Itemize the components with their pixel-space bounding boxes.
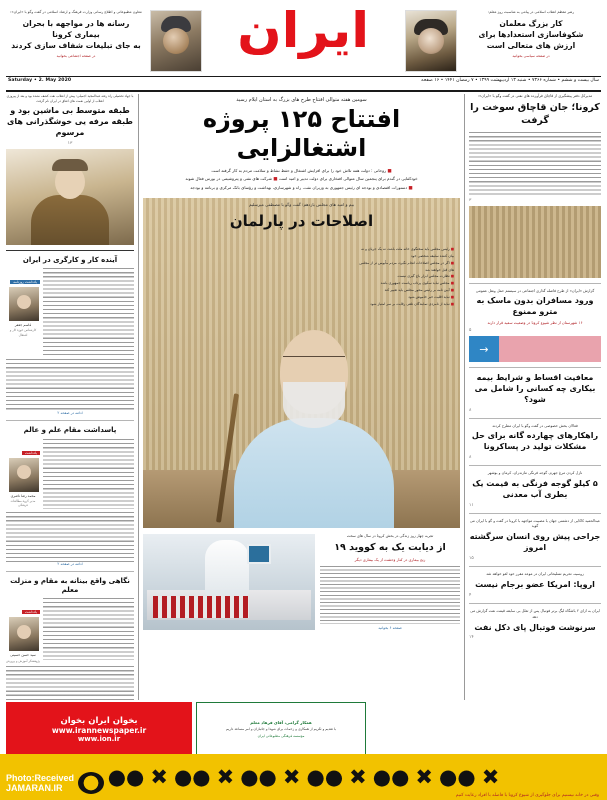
- condolence-ad-body: با تقدیم و تکریم از همکاری و زحمات برای شهدا و جانبازان و امر مساعد داریم: [226, 726, 336, 731]
- footprints-icon: ✖: [481, 764, 500, 789]
- right-item-5-page: ۱۵: [469, 555, 474, 561]
- right-item-4-page: ۱۱: [469, 502, 474, 508]
- right-item-1-photo: [469, 206, 601, 278]
- right-item-0-body: [469, 132, 601, 196]
- photo-bullet-1: ■ اگر در مجلس اصلاحات انجام نگیرد، مردم مأیوس تر از مجلس های قبل خواهند شد: [359, 260, 454, 272]
- bottom-story-headline: از دیابت یک به کووید ۱۹: [334, 542, 446, 554]
- elder-man-photo[interactable]: [6, 149, 134, 245]
- photo-subject: [214, 278, 414, 528]
- condolence-ad[interactable]: [196, 702, 366, 756]
- right-item-6[interactable]: [469, 572, 601, 598]
- watermark-line-2: JAMARAN.IR: [6, 783, 63, 793]
- photo-bullet-2: ■ نظارت مجلس ابزار باج گیری نیست: [397, 274, 454, 279]
- left-item-2-continue[interactable]: ادامه در صفحه ۲: [57, 561, 83, 566]
- right-item-3-headline: راهکارهای چهارده گانه برای حل مشکلات تولید در پساکرونا: [471, 431, 599, 452]
- masthead-right-headline-1: کار بزرگ معلمان: [499, 18, 563, 28]
- masthead-left-teaser[interactable]: [6, 4, 202, 72]
- right-divider-5: [469, 513, 601, 514]
- bottom-center-story[interactable]: [143, 534, 460, 630]
- left-item-2[interactable]: [6, 426, 134, 565]
- author-avatar: [9, 287, 39, 321]
- watermark-line-1: Photo:Received: [6, 772, 75, 783]
- icu-ward-photo[interactable]: [143, 534, 315, 630]
- bullet-square-icon: ■: [273, 177, 278, 183]
- masthead-divider-top: [6, 76, 601, 77]
- bottom-story-kicker: تجربه چهار روز زندگی در بخش کرونا در سال های سخت: [346, 534, 434, 539]
- website-ad-slogan: بخوان ایران بخوان: [60, 715, 138, 726]
- bottom-story-subtitle: رنج بیماری در کنار وحشت از یک بیماری دیگر: [354, 556, 426, 562]
- left-item-1-author: قاسم جعفر: [14, 323, 32, 328]
- masthead: [0, 0, 607, 92]
- dateline-english: Saturday • 2. May 2020: [8, 78, 72, 83]
- leader-portrait-image: [405, 10, 457, 72]
- right-item-0[interactable]: [469, 94, 601, 203]
- right-item-4-kicker: نازل کردن مرغ جهرم، گوجه فرنگی مازندران، کرمان و بوشهر: [487, 471, 583, 476]
- right-item-1-kicker: گزارش «ایران» از طرح فاصله گذاری اجتماعی در سیستم حمل ونقل عمومی: [475, 288, 595, 293]
- right-item-5[interactable]: [469, 519, 601, 561]
- condolence-ad-signature: مؤسسه فرهنگی مطبوعاتی ایران: [257, 734, 305, 739]
- masthead-left-footer: در صفحه اجتماعی بخوانید: [56, 53, 96, 58]
- lead-bullet-3: ■ دستورات اقتصادی و بودجه ای رئیس جمهوری به وزیران نفت، راه و شهرسازی، بهداشت و رؤسای بانک مرکزی و برنامه و بودجه: [190, 185, 413, 192]
- elder-cap-icon: [52, 159, 88, 171]
- left-item-2-body-2: [6, 512, 134, 562]
- photo-caption-kicker: بیم و امید های مجلس یازدهم؛ گفت وگو با مصطفی میرسلیم: [248, 202, 355, 208]
- right-divider-1: [469, 283, 601, 284]
- masthead-left-headline-2: به جای تبلیغات شفاف سازی کردند: [11, 40, 141, 50]
- main-content: [143, 94, 460, 700]
- right-item-1-subtitle: ۱۶ شهرستان از نظر شیوع کرونا در وضعیت سفید قرار دارند: [487, 320, 583, 326]
- lead-headline[interactable]: افتتاح ۱۲۵ پروژه اشتغالزایی: [202, 105, 401, 162]
- left-item-1-body: [43, 268, 134, 356]
- left-item-1[interactable]: [6, 256, 134, 415]
- footprints-icon: ●●: [439, 764, 476, 789]
- left-divider-2: [6, 571, 134, 572]
- photo-bullet-6: ■ نباید از نامزدی نمایندگان تلقی رقابت بر سر امتیاز شود: [370, 301, 454, 306]
- right-item-7-kicker: ایران به ازای ۲ باشگاه لیگ برتر فوتبال پس از تعلل بی سابقه قیمت نفت گزارش می دهد: [470, 608, 600, 619]
- glasses-icon: [283, 356, 345, 368]
- masthead-left-kicker: معاون مطبوعاتی و اطلاع رسانی وزارت فرهنگ و ارشاد اسلامی در گفت وگو با «ایران»:: [10, 10, 142, 14]
- jamaran-logo-icon: ★: [78, 772, 104, 794]
- bullet-square-icon: ■: [450, 281, 454, 286]
- right-item-0-kicker: مدیرکل دفتر پیشگیری از قاچاق فرآورده های نفتی در گفت وگو با «ایران»:: [477, 94, 593, 98]
- advertisement-row: [0, 700, 607, 758]
- right-item-1-page: ۵: [469, 328, 472, 334]
- bullet-square-icon: ■: [450, 294, 454, 299]
- bullet-square-icon: ■: [450, 247, 454, 252]
- right-divider-6: [469, 566, 601, 567]
- left-divider-1: [6, 420, 134, 421]
- newspaper-logo[interactable]: [202, 2, 405, 59]
- dateline-persian: سال بیست و ششم • شماره ۷۳۶۶ • شنبه ۱۳ اردیبهشت ۱۳۹۹ • ۷ رمضان ۱۴۴۱ • ۱۶ صفحه: [421, 78, 599, 83]
- left-item-3-tag: یادداشت: [22, 610, 40, 614]
- photo-subject-body: [234, 418, 394, 528]
- left-item-1-role: کارشناس حوزه کار و اشتغال: [9, 328, 37, 337]
- left-item-3-role: پژوهشگر آموزش و پرورش: [6, 658, 40, 663]
- website-ad-url-2[interactable]: www.ion.ir: [77, 734, 121, 743]
- tape-caption: وقتی در خانه نیستیم برای جلوگیری از شیوع کرونا با فاصله با افراد رعایت کنیم: [455, 793, 599, 798]
- photo-bullet-4: ■ آیین نامه بر رئیس محور مجلس باید تغییر کند: [384, 288, 454, 293]
- right-sidebar: [469, 94, 601, 700]
- nurse-ppe-figure: [205, 540, 249, 596]
- condolence-ad-title: همکار گرامی، آقای فرهاد معلم: [250, 719, 312, 725]
- right-item-5-headline: جراحی پیش روی انسان سرگشته امروز: [469, 532, 601, 553]
- right-item-4-headline: ۵ کیلو گوجه فرنگی به قیمت یک بطری آب معدنی: [472, 478, 598, 499]
- left-item-1-continue[interactable]: ادامه در صفحه ۲: [57, 411, 83, 416]
- patient-blanket: [153, 596, 249, 618]
- website-ad[interactable]: [6, 702, 192, 756]
- footprints-icon: ●●: [173, 764, 211, 789]
- lead-bullet-1: خودکفایی در گندم برای پنجمین سال متوالی افتخاری برای دولت تدبیر و امید است ■ شرکت های نفتی و پتروشیمی در بورس فعال شوند: [185, 176, 418, 183]
- left-item-2-tag: یادداشت: [22, 451, 40, 455]
- left-divider-0: [6, 250, 134, 251]
- page-body: [0, 92, 607, 700]
- left-sidebar: [6, 94, 134, 700]
- website-ad-url-1[interactable]: www.irannewspaper.ir: [51, 725, 147, 735]
- photo-bullet-5: ■ نباید اقلیت خبر خاموش شود: [408, 294, 454, 299]
- lead-bullet-list: [143, 167, 460, 194]
- right-item-0-headline: کرونا؛ جان قاچاق سوخت را گرفت: [470, 101, 600, 126]
- right-item-0-page: ۳: [469, 197, 472, 203]
- official-portrait-image: [150, 10, 202, 72]
- right-item-3-kicker: فعالان بخش خصوصی در گفت وگو با ایران مطرح کردند: [492, 423, 578, 428]
- right-item-2-headline: معافیت اقساط و شرایط بیمه بیکاری چه کسانی را شامل می شود؟: [474, 373, 596, 404]
- promo-banner[interactable]: [469, 336, 601, 362]
- right-item-6-page: ۴: [469, 592, 472, 598]
- left-item-0-page: ۱۳: [67, 140, 73, 146]
- bullet-square-icon: ■: [408, 186, 413, 192]
- left-item-2-role: مدیر گروه مطالعات فرهنگی: [10, 498, 36, 508]
- footprints-icon: ✖: [150, 764, 168, 789]
- footprints-icon: ✖: [415, 764, 434, 789]
- right-item-1-headline: ورود مسافران بدون ماسک به مترو ممنوع: [476, 296, 594, 317]
- footprints-icon: ●●: [306, 764, 344, 789]
- left-item-2-headline: پاسداشت مقام علم و عالم: [23, 426, 117, 435]
- right-divider-3: [469, 418, 601, 419]
- right-item-7-page: ۱۴: [469, 635, 474, 641]
- right-item-5-kicker: عبدالحمید کاکایی از دشمنی جهان با مصیبت مواجهه با کرونا در گفت و گو با ایران می گوید: [469, 518, 601, 529]
- footprints-icon: ✖: [216, 764, 235, 789]
- ad-spacer: [370, 702, 601, 756]
- left-item-1-tag: یادداشت روزنامه: [10, 280, 40, 284]
- right-item-3-page: ۸: [469, 455, 472, 461]
- photo-bullet-0: ■ رئیس مجلس باید سخنگوی خانه ملت باشد، نه یک جریان و نه بیان کننده سلیقه شخصی خود: [361, 247, 454, 259]
- bullet-square-icon: ■: [450, 301, 454, 306]
- footprints-icon: ●●: [240, 764, 277, 789]
- left-item-3-author: سید حسن حسینی: [10, 653, 36, 658]
- right-item-7-headline: سرنوشت فوتبال پای دکل نفت: [474, 622, 596, 632]
- bullet-square-icon: ■: [450, 260, 454, 265]
- photo-credit-watermark: [6, 772, 104, 794]
- left-item-3-body: [43, 598, 134, 660]
- photo-bullet-list: [358, 246, 454, 307]
- bullet-square-icon: ■: [450, 274, 454, 279]
- right-item-2-page: ۸: [469, 407, 472, 413]
- parliament-interview-photo[interactable]: [143, 198, 460, 528]
- left-item-0-headline: طبقه متوسط بی ماشین بود و طبقه مرفه یی خوشگذرانی های مرسوم: [7, 106, 133, 137]
- bottom-story-text: [320, 534, 460, 630]
- masthead-left-headline-1: رسانه ها در مواجهه با بحران بیماری کرونا: [22, 18, 130, 39]
- lead-bullet-0: ■ روحانی : دولت همه تلاش خود را برای افزایش اشتغال و حفظ نشاط و سلامت مردم به کار گرفته است: [211, 167, 392, 174]
- footprints-icon: ✖: [282, 764, 301, 789]
- logo-text: ایران: [237, 2, 370, 59]
- left-item-0[interactable]: [6, 94, 134, 245]
- vital-monitor-icon: [247, 544, 271, 564]
- column-divider-right: [464, 94, 465, 700]
- left-item-3-headline: نگاهی واقع بینانه به مقام و منزلت معلم: [10, 576, 130, 594]
- right-item-2[interactable]: [469, 373, 601, 412]
- footer-caution-tape: [0, 754, 607, 800]
- right-item-4[interactable]: [469, 471, 601, 508]
- right-item-1[interactable]: [469, 289, 601, 334]
- lead-kicker: سومین هفته متوالی افتتاح طرح های بزرگ به استان ایلام رسید: [236, 97, 367, 103]
- author-avatar: [9, 617, 39, 651]
- masthead-right-headline-3: ارزش های متعالی است: [486, 40, 576, 50]
- bullet-square-icon: ■: [387, 168, 392, 174]
- photo-subject-beard: [283, 382, 345, 428]
- right-divider-4: [469, 465, 601, 466]
- left-item-1-body-2: [6, 359, 134, 411]
- left-item-1-headline: آینده کار و کارگری در ایران: [22, 255, 118, 264]
- right-item-3[interactable]: [469, 424, 601, 461]
- right-divider-7: [469, 603, 601, 604]
- masthead-right-headline-2: شکوفاسازی استعدادها برای: [478, 29, 584, 39]
- photo-caption-headline: اصلاحات در پارلمان: [229, 212, 374, 231]
- right-item-6-kicker: روسیه، تحریم تسلیحاتی ایران در موعد مقرر خود لغو خواهد شد: [486, 571, 584, 576]
- masthead-right-kicker: رهبر معظم انقلاب اسلامی در پیامی به مناسبت روز معلم:: [487, 10, 575, 14]
- promo-arrow-icon: →: [469, 336, 499, 362]
- bullet-square-icon: ■: [450, 288, 454, 293]
- column-divider-left: [138, 94, 139, 700]
- left-item-2-body: [43, 439, 134, 509]
- bottom-story-page[interactable]: صفحه ۶ بخوانید: [378, 626, 402, 631]
- footprints-icon: ●●: [107, 764, 145, 789]
- left-item-2-author: محمد رضا ناصری: [10, 493, 36, 498]
- photo-bullet-3: ■ مجلس نباید سکوی پرتاب ریاست جمهوری باشد: [380, 281, 454, 286]
- footprints-icon: ●●: [372, 764, 410, 789]
- left-item-3[interactable]: [6, 577, 134, 716]
- bottom-story-body: [320, 566, 460, 624]
- elder-body: [31, 195, 109, 245]
- left-item-0-kicker: با جهاد تحصیلی راه رفته عبدالمجید اجمیلی: پیش از انقلاب نفت کشف نشده بود و بعد از پیروزی انقلاب از اولین نعمت های اتفاق در ایران نام گرفت: [6, 94, 134, 104]
- footprints-icon: ✖: [349, 764, 367, 789]
- masthead-right-teaser[interactable]: [405, 4, 601, 72]
- masthead-right-footer: در صفحه سیاسی بخوانید: [512, 53, 550, 58]
- right-item-6-headline: اروپا: امریکا عضو برجام نیست: [475, 579, 595, 589]
- right-item-7[interactable]: [469, 609, 601, 641]
- author-avatar: [9, 458, 39, 492]
- right-divider-2: [469, 367, 601, 368]
